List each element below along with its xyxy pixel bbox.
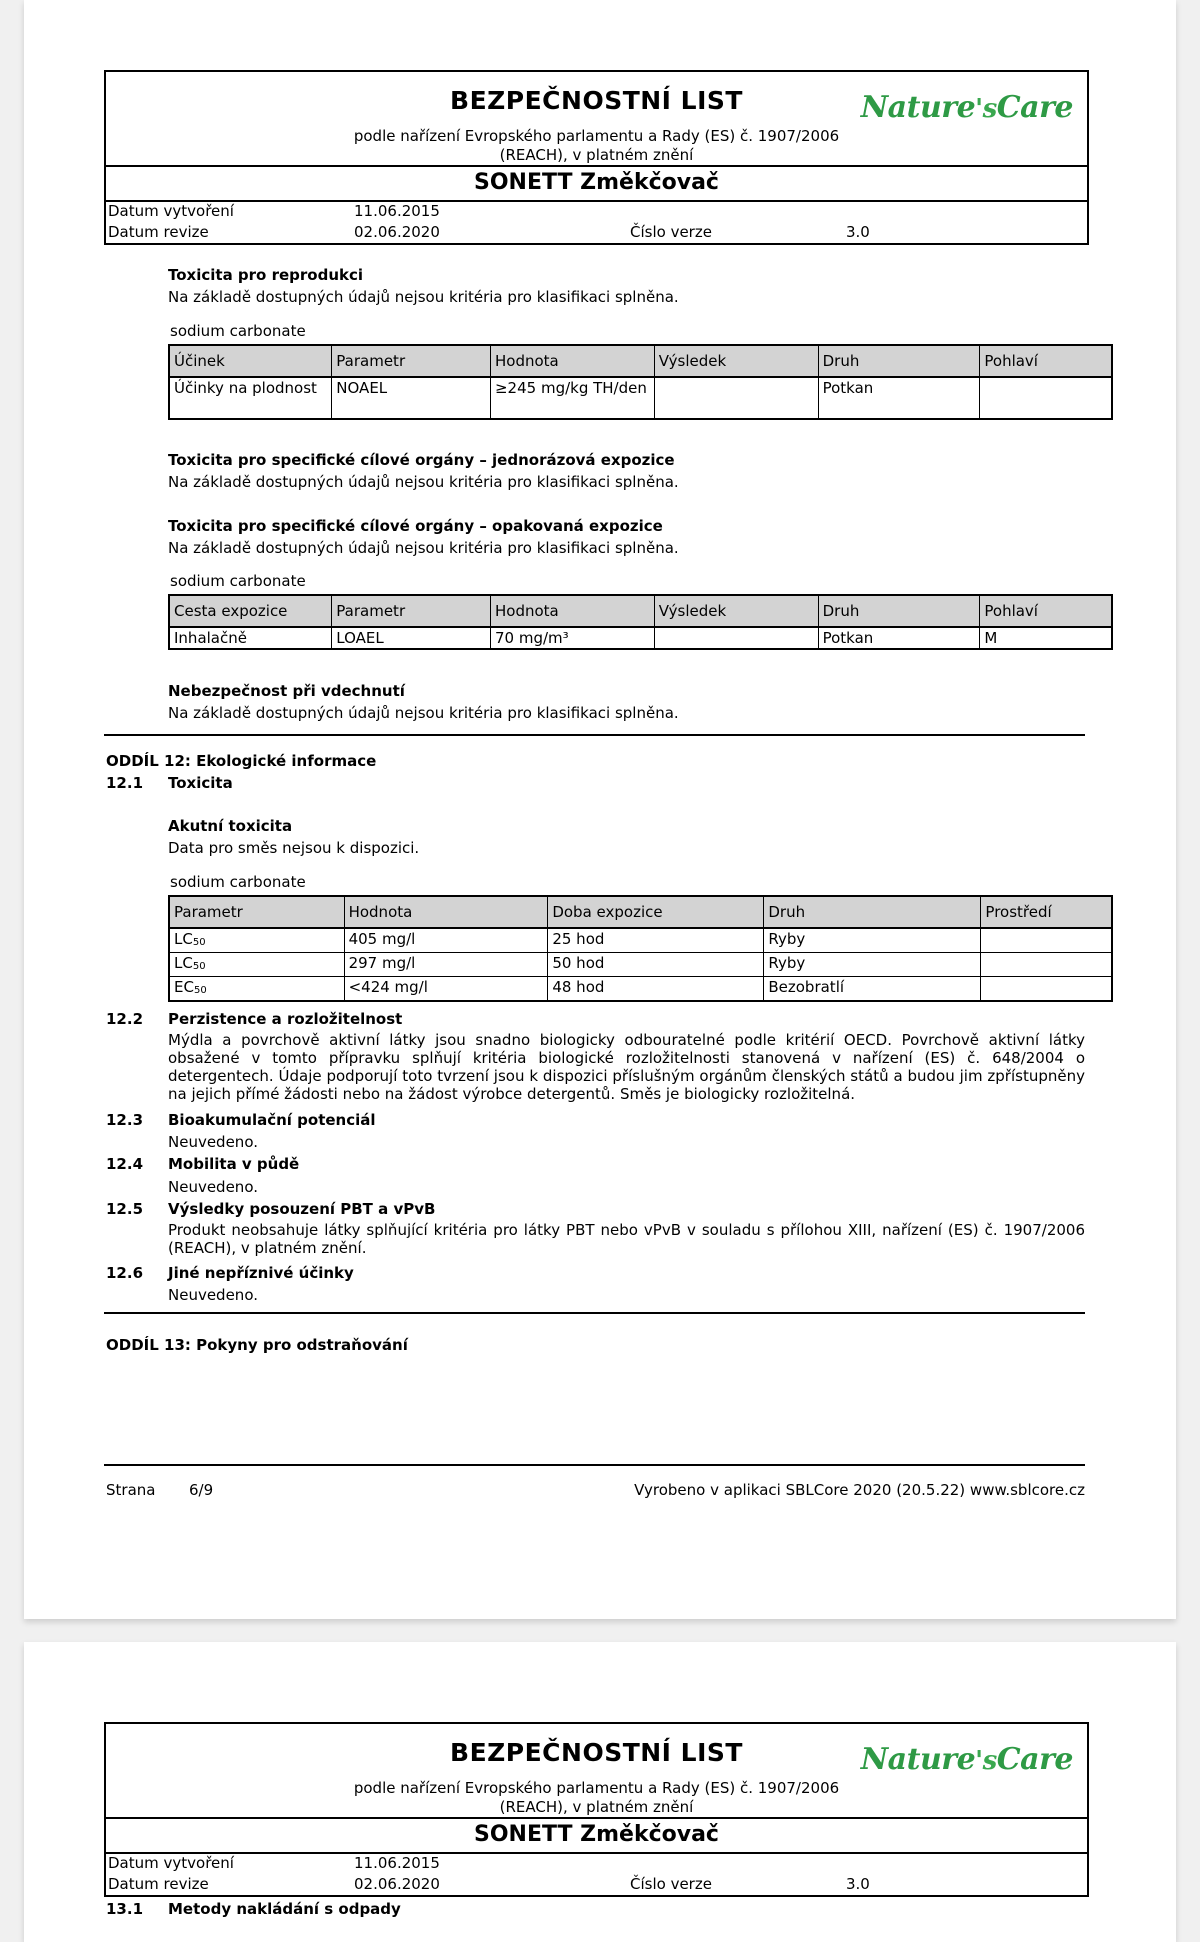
table-row xyxy=(169,627,1112,649)
section-divider xyxy=(104,734,1085,736)
stot-single-heading: Toxicita pro specifické cílové orgány – jednorázová expozice xyxy=(168,451,675,469)
table-header-row xyxy=(169,595,1112,627)
table-cell: 25 hod xyxy=(548,928,764,953)
section-12-5-text: Produkt neobsahuje látky splňující kritéria pro látky PBT nebo vPvB v souladu s přílohou XIII, nařízení (ES) č. 1907/2006 (REACH), v platném znění. xyxy=(168,1221,1085,1257)
col-header: Cesta expozice xyxy=(169,595,332,627)
section-12-2-text: Mýdla a povrchově aktivní látky jsou snadno biologicky odbouratelné podle kritérií OECD. Povrchově aktivní látky obsažené v tomto přípravku splňují kritéria biologické rozložitelnosti stanovená v nařízení (ES) č. 648/2004 o detergentech. Údaje podporují toto tvrzení jsou k dispozici příslušným orgánům členských států a budou jim zpřístupněny na jejich přímé žádosti nebo na žádost výrobce detergentů. Směs je biologicky rozložitelná. xyxy=(168,1031,1085,1103)
col-header: Hodnota xyxy=(490,345,654,377)
aspiration-text: Na základě dostupných údajů nejsou kritéria pro klasifikaci splněna. xyxy=(168,704,679,722)
revision-value: 02.06.2020 xyxy=(354,1875,440,1893)
header-divider xyxy=(106,1852,1087,1854)
table-cell xyxy=(169,928,344,953)
col-header: Hodnota xyxy=(344,896,548,928)
section-12-3-text: Neuvedeno. xyxy=(168,1133,258,1151)
section-12-4-number: 12.4 xyxy=(106,1155,144,1173)
header-divider xyxy=(106,200,1087,202)
table-cell: 48 hod xyxy=(548,977,764,1002)
product-name: SONETT Změkčovač xyxy=(474,1822,719,1847)
table-cell: M xyxy=(980,627,1112,649)
subtitle-line-2: (REACH), v platném znění xyxy=(499,146,694,164)
col-header: Pohlaví xyxy=(980,345,1112,377)
col-header: Hodnota xyxy=(490,595,654,627)
col-header: Prostředí xyxy=(981,896,1112,928)
table-cell: Potkan xyxy=(818,627,980,649)
page-label: Strana xyxy=(106,1481,156,1499)
table-cell: LOAEL xyxy=(332,627,491,649)
table-cell xyxy=(981,928,1112,953)
section-13-1-title: Metody nakládání s odpady xyxy=(168,1900,401,1918)
section-12-5-number: 12.5 xyxy=(106,1200,144,1218)
stot-repeated-heading: Toxicita pro specifické cílové orgány – opakovaná expozice xyxy=(168,517,663,535)
created-value: 11.06.2015 xyxy=(354,202,440,220)
version-label: Číslo verze xyxy=(630,1875,712,1893)
logo-leaf-s: 's xyxy=(975,94,997,124)
product-name: SONETT Změkčovač xyxy=(474,170,719,195)
col-header: Parametr xyxy=(169,896,344,928)
logo-text-nature: Nature xyxy=(860,1742,976,1777)
table-cell: 50 hod xyxy=(548,953,764,977)
table-cell: ≥245 mg/kg TH/den xyxy=(490,377,654,419)
version-label: Číslo verze xyxy=(630,223,712,241)
version-value: 3.0 xyxy=(846,223,870,241)
col-header: Druh xyxy=(818,345,980,377)
subtitle-line-1: podle nařízení Evropského parlamentu a Rady (ES) č. 1907/2006 xyxy=(353,1779,840,1797)
document-header xyxy=(104,70,1089,245)
aspiration-heading: Nebezpečnost při vdechnutí xyxy=(168,682,405,700)
created-label: Datum vytvoření xyxy=(108,1854,234,1872)
footer-divider xyxy=(104,1464,1085,1466)
generator-credit: Vyrobeno v aplikaci SBLCore 2020 (20.5.22) www.sblcore.cz xyxy=(634,1481,1085,1499)
table-cell: 297 mg/l xyxy=(344,953,548,977)
repro-substance: sodium carbonate xyxy=(170,322,306,340)
section-12-3-number: 12.3 xyxy=(106,1111,144,1129)
document-title: BEZPEČNOSTNÍ LIST xyxy=(450,86,743,115)
section-12-4-title: Mobilita v půdě xyxy=(168,1155,300,1173)
stot-repeated-table xyxy=(168,594,1113,650)
logo-text-care: Care xyxy=(996,1742,1073,1777)
subscript: 50 xyxy=(192,937,206,948)
table-cell: 405 mg/l xyxy=(344,928,548,953)
table-cell: Bezobratlí xyxy=(764,977,981,1002)
table-cell xyxy=(980,377,1112,419)
logo-leaf-s: 's xyxy=(975,1746,997,1776)
table-header-row xyxy=(169,896,1112,928)
subtitle-line-2: (REACH), v platném znění xyxy=(499,1798,694,1816)
natures-care-logo xyxy=(861,1742,1073,1777)
revision-label: Datum revize xyxy=(108,1875,209,1893)
section-12-6-title: Jiné nepříznivé účinky xyxy=(168,1264,354,1282)
acute-toxicity-heading: Akutní toxicita xyxy=(168,817,293,835)
col-header: Účinek xyxy=(169,345,332,377)
repro-heading: Toxicita pro reprodukci xyxy=(168,266,364,284)
table-cell xyxy=(169,953,344,977)
table-header-row xyxy=(169,345,1112,377)
eco-substance: sodium carbonate xyxy=(170,873,306,891)
table-cell: 70 mg/m³ xyxy=(490,627,654,649)
table-row xyxy=(169,377,1112,419)
section-12-3-title: Bioakumulační potenciál xyxy=(168,1111,376,1129)
col-header: Druh xyxy=(764,896,981,928)
section-12-2-title: Perzistence a rozložitelnost xyxy=(168,1010,403,1028)
stot-repeated-substance: sodium carbonate xyxy=(170,572,306,590)
section-divider xyxy=(104,1312,1085,1314)
document-title: BEZPEČNOSTNÍ LIST xyxy=(450,1738,743,1767)
subtitle-line-1: podle nařízení Evropského parlamentu a Rady (ES) č. 1907/2006 xyxy=(353,127,840,145)
natures-care-logo xyxy=(861,90,1073,125)
repro-table xyxy=(168,344,1113,420)
table-cell: Účinky na plodnost xyxy=(169,377,332,419)
param-text: EC xyxy=(174,978,194,996)
subscript: 50 xyxy=(192,961,206,972)
param-text: LC xyxy=(174,954,193,972)
section-13-title: ODDÍL 13: Pokyny pro odstraňování xyxy=(106,1336,408,1354)
section-12-title: ODDÍL 12: Ekologické informace xyxy=(106,752,377,770)
section-12-6-number: 12.6 xyxy=(106,1264,144,1282)
col-header: Pohlaví xyxy=(980,595,1112,627)
document-header xyxy=(104,1722,1089,1897)
table-cell xyxy=(981,977,1112,1002)
section-12-6-text: Neuvedeno. xyxy=(168,1286,258,1304)
regulation-subtitle xyxy=(106,1779,1087,1817)
revision-value: 02.06.2020 xyxy=(354,223,440,241)
subscript: 50 xyxy=(193,985,207,996)
section-12-5-title: Výsledky posouzení PBT a vPvB xyxy=(168,1200,436,1218)
table-cell: NOAEL xyxy=(332,377,491,419)
table-cell: Ryby xyxy=(764,953,981,977)
section-12-4-text: Neuvedeno. xyxy=(168,1178,258,1196)
col-header: Výsledek xyxy=(654,595,818,627)
section-12-2-number: 12.2 xyxy=(106,1010,144,1028)
table-row xyxy=(169,953,1112,977)
page-number: 6/9 xyxy=(189,1481,214,1499)
table-row xyxy=(169,977,1112,1002)
col-header: Druh xyxy=(818,595,980,627)
created-value: 11.06.2015 xyxy=(354,1854,440,1872)
regulation-subtitle xyxy=(106,127,1087,165)
eco-toxicity-table xyxy=(168,895,1113,1002)
param-text: LC xyxy=(174,930,193,948)
col-header: Parametr xyxy=(332,595,491,627)
revision-label: Datum revize xyxy=(108,223,209,241)
document-page-6 xyxy=(24,0,1176,1619)
table-cell: Ryby xyxy=(764,928,981,953)
table-row xyxy=(169,928,1112,953)
table-cell xyxy=(654,627,818,649)
table-cell xyxy=(654,377,818,419)
header-divider xyxy=(106,165,1087,167)
version-value: 3.0 xyxy=(846,1875,870,1893)
stot-single-text: Na základě dostupných údajů nejsou kritéria pro klasifikaci splněna. xyxy=(168,473,679,491)
col-header: Výsledek xyxy=(654,345,818,377)
col-header: Parametr xyxy=(332,345,491,377)
table-cell xyxy=(981,953,1112,977)
col-header: Doba expozice xyxy=(548,896,764,928)
section-13-1-number: 13.1 xyxy=(106,1900,144,1918)
document-page-7 xyxy=(24,1642,1176,1942)
table-cell: <424 mg/l xyxy=(344,977,548,1002)
header-divider xyxy=(106,1817,1087,1819)
logo-text-care: Care xyxy=(996,90,1073,125)
table-cell: Inhalačně xyxy=(169,627,332,649)
repro-text: Na základě dostupných údajů nejsou kritéria pro klasifikaci splněna. xyxy=(168,288,679,306)
table-cell xyxy=(169,977,344,1002)
table-cell: Potkan xyxy=(818,377,980,419)
logo-text-nature: Nature xyxy=(860,90,976,125)
created-label: Datum vytvoření xyxy=(108,202,234,220)
acute-toxicity-text: Data pro směs nejsou k dispozici. xyxy=(168,839,420,857)
section-12-1-number: 12.1 xyxy=(106,774,144,792)
section-12-1-title: Toxicita xyxy=(168,774,233,792)
stot-repeated-text: Na základě dostupných údajů nejsou kritéria pro klasifikaci splněna. xyxy=(168,539,679,557)
